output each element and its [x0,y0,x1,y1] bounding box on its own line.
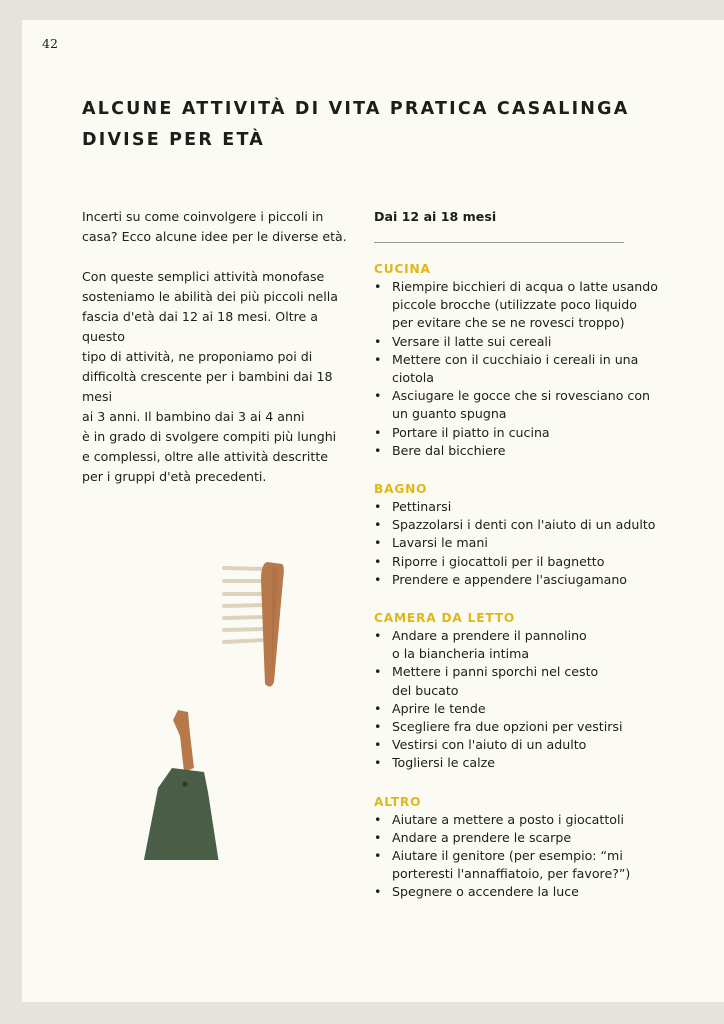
page-number: 42 [42,36,58,51]
section-title: ALTRO [374,794,422,809]
section-camera-da-letto [374,609,664,773]
section-altro [374,793,664,902]
list-item: • Spazzolarsi i denti con l'aiuto di un adulto [374,516,664,534]
intro-paragraph: Incerti su come coinvolgere i piccoli in casa? Ecco alcune idee per le diverse età. [82,209,347,244]
page-title [82,94,642,156]
list-item: • Aiutare a mettere a posto i giocattoli [374,811,664,829]
list-item: • Aprire le tende [374,700,664,718]
section-title: CAMERA DA LETTO [374,611,516,626]
list-item: • Portare il piatto in cucina [374,424,664,442]
age-range-heading: Dai 12 ai 18 mesi [374,209,497,224]
list-item: • Scegliere fra due opzioni per vestirsi [374,718,664,736]
intro-paragraph: Con queste semplici attività monofase sosteniamo le abilità dei più piccoli nella fascia d'età dai 12 ai 18 mesi. Oltre a questo tipo di attività, ne proponiamo poi di difficoltà crescente per i bambini dai 18 mesi ai 3 anni. Il bambino dai 3 ai 4 anni è in grado di svolgere compiti più lunghi e complessi, oltre alle attività descritte per i gruppi d'età precedenti. [82,269,339,484]
divider [374,242,624,243]
section-title: BAGNO [374,482,428,497]
list-item: • Mettere con il cucchiaio i cereali in una ciotola [374,351,664,387]
activity-list [374,811,664,902]
list-item: • Prendere e appendere l'asciugamano [374,571,664,589]
list-item: • Andare a prendere il pannolino o la biancheria intima [374,627,664,663]
list-item: • Pettinarsi [374,498,664,516]
list-item: • Riporre i giocattoli per il bagnetto [374,553,664,571]
activity-list [374,498,664,589]
title-line: ALCUNE ATTIVITÀ DI VITA PRATICA CASALINGA [82,99,630,119]
list-item: • Versare il latte sui cereali [374,333,664,351]
brush-icon [224,562,284,687]
list-item: • Mettere i panni sporchi nel cesto del bucato [374,663,664,699]
list-item: • Asciugare le gocce che si rovesciano con un guanto spugna [374,387,664,423]
list-item: • Spegnere o accendere la luce [374,883,664,901]
title-line: DIVISE PER ETÀ [82,130,265,150]
activity-list [374,627,664,773]
activity-list [374,278,664,460]
list-item: • Riempire bicchieri di acqua o latte usando piccole brocche (utilizzate poco liquido per evitare che se ne rovesci troppo) [374,278,664,333]
section-cucina [374,260,664,460]
cleaning-tools-illustration [122,560,322,860]
list-item: • Togliersi le calze [374,754,664,772]
section-title: CUCINA [374,262,431,276]
section-bagno [374,480,664,589]
list-item: • Lavarsi le mani [374,534,664,552]
dustpan-icon [142,710,220,860]
list-item: • Aiutare il genitore (per esempio: “mi porteresti l'annaffiatoio, per favore?”) [374,847,664,883]
list-item: • Andare a prendere le scarpe [374,829,664,847]
intro-text [82,207,352,487]
activities-column [374,207,664,902]
book-page [22,20,724,1002]
list-item: • Vestirsi con l'aiuto di un adulto [374,736,664,754]
list-item: • Bere dal bicchiere [374,442,664,460]
